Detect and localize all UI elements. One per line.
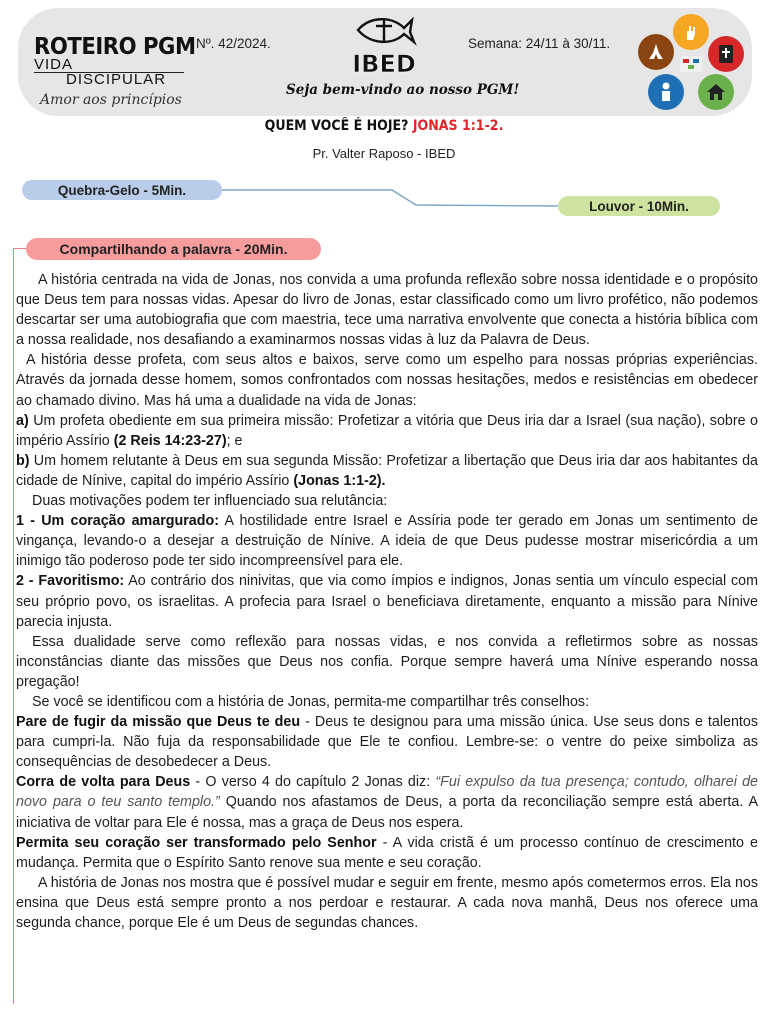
network-icon (680, 56, 702, 72)
church-logo (346, 12, 422, 76)
bible-icon (708, 36, 744, 72)
point-b-text: Um homem relutante à Deus em sua segunda Missão: Profetizar a libertação que Deus iria dar aos habitantes da cidade de Nínive, capital do império Assírio (16, 452, 758, 489)
worship-section-label: Louvor - 10Min. (558, 196, 720, 216)
counsel-3 (16, 833, 758, 873)
praying-hands-icon (638, 34, 674, 70)
title-main: QUEM VOCÊ É HOJE? (264, 118, 413, 134)
motivation-2 (16, 571, 758, 631)
scripture-quote: “Fui expulso da tua presença; contudo, olharei de novo para o teu santo templo.” (16, 774, 758, 811)
motivation-1-text: A hostilidade entre Israel e Assíria pode ter gerado em Jonas um sentimento de vingança, levando-o a desejar a destruição de Nínive. A ideia de que Deus pudesse mostrar misericórdia a um inimigo tão poderoso pode ter sido incompreensível para ele. (16, 513, 758, 570)
logo-text: IBED (352, 50, 416, 76)
point-a-end: ; e (226, 432, 243, 449)
sharing-section-label: Compartilhando a palavra - 20Min. (26, 238, 321, 260)
study-body (16, 270, 758, 933)
point-a-label: a) (16, 412, 29, 429)
paragraph: A história centrada na vida de Jonas, nos convida a uma profunda reflexão sobre nossa identidade e o propósito que Deus tem para nossas vidas. Apesar do livro de Jonas, estar classificado como um livro profético, não podemos descartar ser uma autobiografia que com maestria, tece uma narrativa envolvente que conecta a história bíblica com a nossa realidade, nos desafiando a examinarmos nossas vidas à luz da Palavra de Deus. (16, 272, 758, 349)
side-rule (13, 248, 14, 1004)
point-a-text: Um profeta obediente em sua primeira missão: Profetizar a vitória que Deus iria dar a Israel (sua nação), sobre o império Assírio (16, 412, 758, 449)
counsel-3-text: - A vida cristã é um processo contínuo de crescimento e mudança. Permita que o Espírito Santo renove sua mente e seu coração. (16, 834, 758, 871)
paragraph: Duas motivações podem ter influenciado sua relutância: (32, 493, 388, 510)
scripture-reference: (Jonas 1:1-2). (293, 472, 386, 489)
week-range: Semana: 24/11 à 30/11. (468, 36, 611, 51)
house-icon (698, 74, 734, 110)
motivation-2-text: Ao contrário dos ninivitas, que via como ímpios e indignos, Jonas sentia um vínculo especial com seu próprio povo, os israelitas. A profecia para Israel o beneficiava diretamente, enquanto a missão para Nínive parecia injusta. (16, 573, 759, 630)
counsel-2-label: Corra de volta para Deus (16, 774, 191, 791)
counsel-1-label: Pare de fugir da missão que Deus te deu (16, 714, 301, 731)
paragraph: Se você se identificou com a história de Jonas, permita-me compartilhar três conselhos: (32, 693, 590, 710)
point-b-label: b) (16, 452, 30, 469)
brand-tagline: Amor aos princípios (40, 92, 182, 108)
point-a (16, 411, 758, 451)
counsel-2-text: - O verso 4 do capítulo 2 Jonas diz: (190, 774, 436, 791)
brand-vida: VIDA (34, 56, 74, 73)
counsel-3-label: Permita seu coração ser transformado pelo Senhor (16, 834, 377, 851)
hand-icon (673, 14, 709, 50)
counsel-1 (16, 712, 758, 772)
counsel-2-end: Quando nos afastamos de Deus, a porta da reconciliação sempre está aberta. A iniciativa de voltar para Ele é nossa, mas a graça de Deus nos espera. (16, 794, 758, 831)
side-rule-top (13, 248, 27, 249)
page-title (38, 118, 729, 134)
icebreaker-section-label: Quebra-Gelo - 5Min. (22, 180, 222, 200)
point-b (16, 451, 758, 491)
author-line: Pr. Valter Raposo - IBED (312, 146, 456, 161)
motivation-2-label: 2 - Favoritismo: (16, 573, 125, 590)
pillars-graphic (636, 12, 746, 112)
scripture-reference: (2 Reis 14:23-27) (113, 432, 227, 449)
person-icon (648, 74, 684, 110)
fish-icon (346, 12, 422, 76)
brand-discipular: DISCIPULAR (66, 71, 167, 88)
issue-number: Nº. 42/2024. (196, 36, 271, 51)
paragraph: A história desse profeta, com seus altos e baixos, serve como um espelho para nossas próprias experiências. Através da jornada desse homem, somos confrontados com nossas hesitações, medos e resistências em obedecer ao chamado divino. Mas há uma a dualidade na vida de Jonas: (16, 352, 758, 409)
motivation-1-label: 1 - Um coração amargurado: (16, 513, 219, 530)
brand-title: ROTEIRO PGM (34, 34, 196, 60)
title-reference: JONAS 1:1-2. (412, 118, 504, 134)
counsel-1-text: - Deus te designou para uma missão única. Use seus dons e talentos para cumpri-la. Não fuja da responsabilidade que Ele te confiou. Lembre-se: o ventre do peixe simboliza as consequências de desobedecer a Deus. (16, 714, 758, 771)
welcome-message: Seja bem-vindo ao nosso PGM! (286, 82, 520, 98)
counsel-2 (16, 772, 758, 832)
motivation-1 (16, 511, 758, 571)
paragraph: Essa dualidade serve como reflexão para nossas vidas, e nos convida a refletirmos sobre as nossas inconstâncias diante das missões que Deus nos confia. Porque sempre haverá uma Nínive esperando nossa pregação! (16, 633, 758, 690)
paragraph: A história de Jonas nos mostra que é possível mudar e seguir em frente, mesmo após cometermos erros. Ela nos ensina que Deus está sempre pronto a nos perdoar e restaurar. A cada nova manhã, Deus nos oferece uma segunda chance, porque Ele é um Deus de segundas chances. (16, 874, 758, 931)
